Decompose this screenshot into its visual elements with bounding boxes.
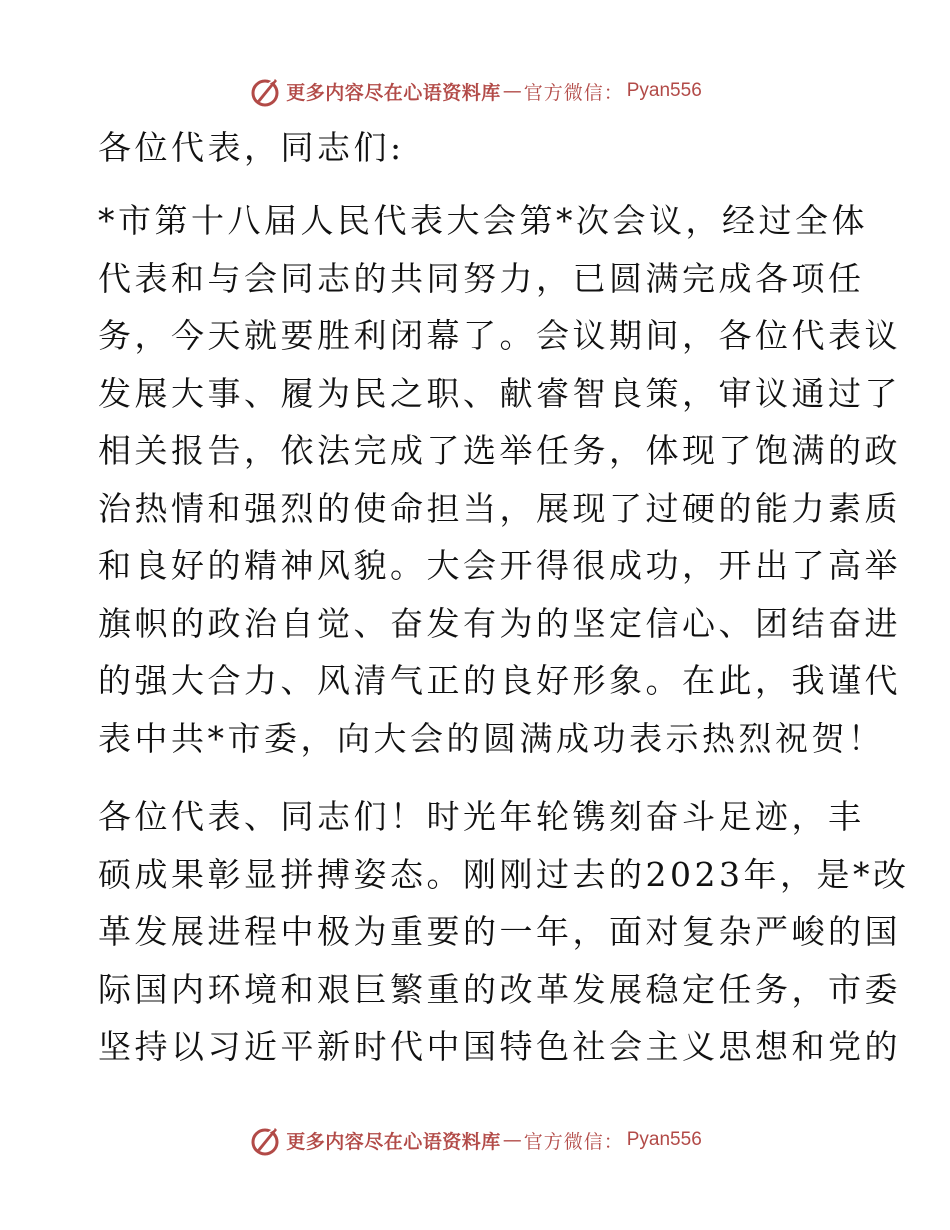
header-watermark-banner <box>0 71 950 111</box>
paragraph1-line: 相关报告，依法完成了选举任务，体现了饱满的政 <box>98 431 901 470</box>
quill-pen-logo-icon <box>248 1123 282 1157</box>
paragraph1-line: 代表和与会同志的共同努力，已圆满完成各项任 <box>98 259 865 298</box>
footer-watermark-banner <box>0 1120 950 1160</box>
banner-wechat-id: Pyan556 <box>626 1129 702 1150</box>
banner-separator: — <box>502 1129 522 1151</box>
paragraph2-line: 硕成果彰显拼搏姿态。刚刚过去的2023年，是*改 <box>98 855 910 894</box>
paragraph1-line: *市第十八届人民代表大会第*次会议，经过全体 <box>98 201 868 240</box>
paragraph1-line: 和良好的精神风貌。大会开得很成功，开出了高举 <box>98 546 901 585</box>
paragraph1-line: 旗帜的政治自觉、奋发有为的坚定信心、团结奋进 <box>98 604 901 643</box>
banner-separator: — <box>502 80 522 102</box>
banner-wechat-label: 官方微信： <box>523 1130 624 1153</box>
paragraph2-line: 革发展进程中极为重要的一年，面对复杂严峻的国 <box>98 912 901 951</box>
paragraph2-line: 各位代表、同志们！时光年轮镌刻奋斗足迹，丰 <box>98 797 865 836</box>
banner-wechat-label: 官方微信： <box>523 81 624 104</box>
paragraph2-line: 际国内环境和艰巨繁重的改革发展稳定任务，市委 <box>98 970 901 1009</box>
banner-brand-text: 更多内容尽在心语资料库 <box>286 1130 501 1153</box>
banner-brand-text: 更多内容尽在心语资料库 <box>286 81 501 104</box>
paragraph2-line: 坚持以习近平新时代中国特色社会主义思想和党的 <box>98 1027 901 1066</box>
greeting-line: 各位代表，同志们: <box>98 128 405 167</box>
paragraph1-line: 的强大合力、风清气正的良好形象。在此，我谨代 <box>98 661 901 700</box>
quill-pen-logo-icon <box>248 74 282 108</box>
paragraph1-line: 治热情和强烈的使命担当，展现了过硬的能力素质 <box>98 489 901 528</box>
paragraph1-line: 务，今天就要胜利闭幕了。会议期间，各位代表议 <box>98 316 901 355</box>
paragraph1-line: 表中共*市委，向大会的圆满成功表示热烈祝贺！ <box>98 719 885 758</box>
paragraph1-line: 发展大事、履为民之职、献睿智良策，审议通过了 <box>98 374 901 413</box>
banner-wechat-id: Pyan556 <box>626 80 702 101</box>
